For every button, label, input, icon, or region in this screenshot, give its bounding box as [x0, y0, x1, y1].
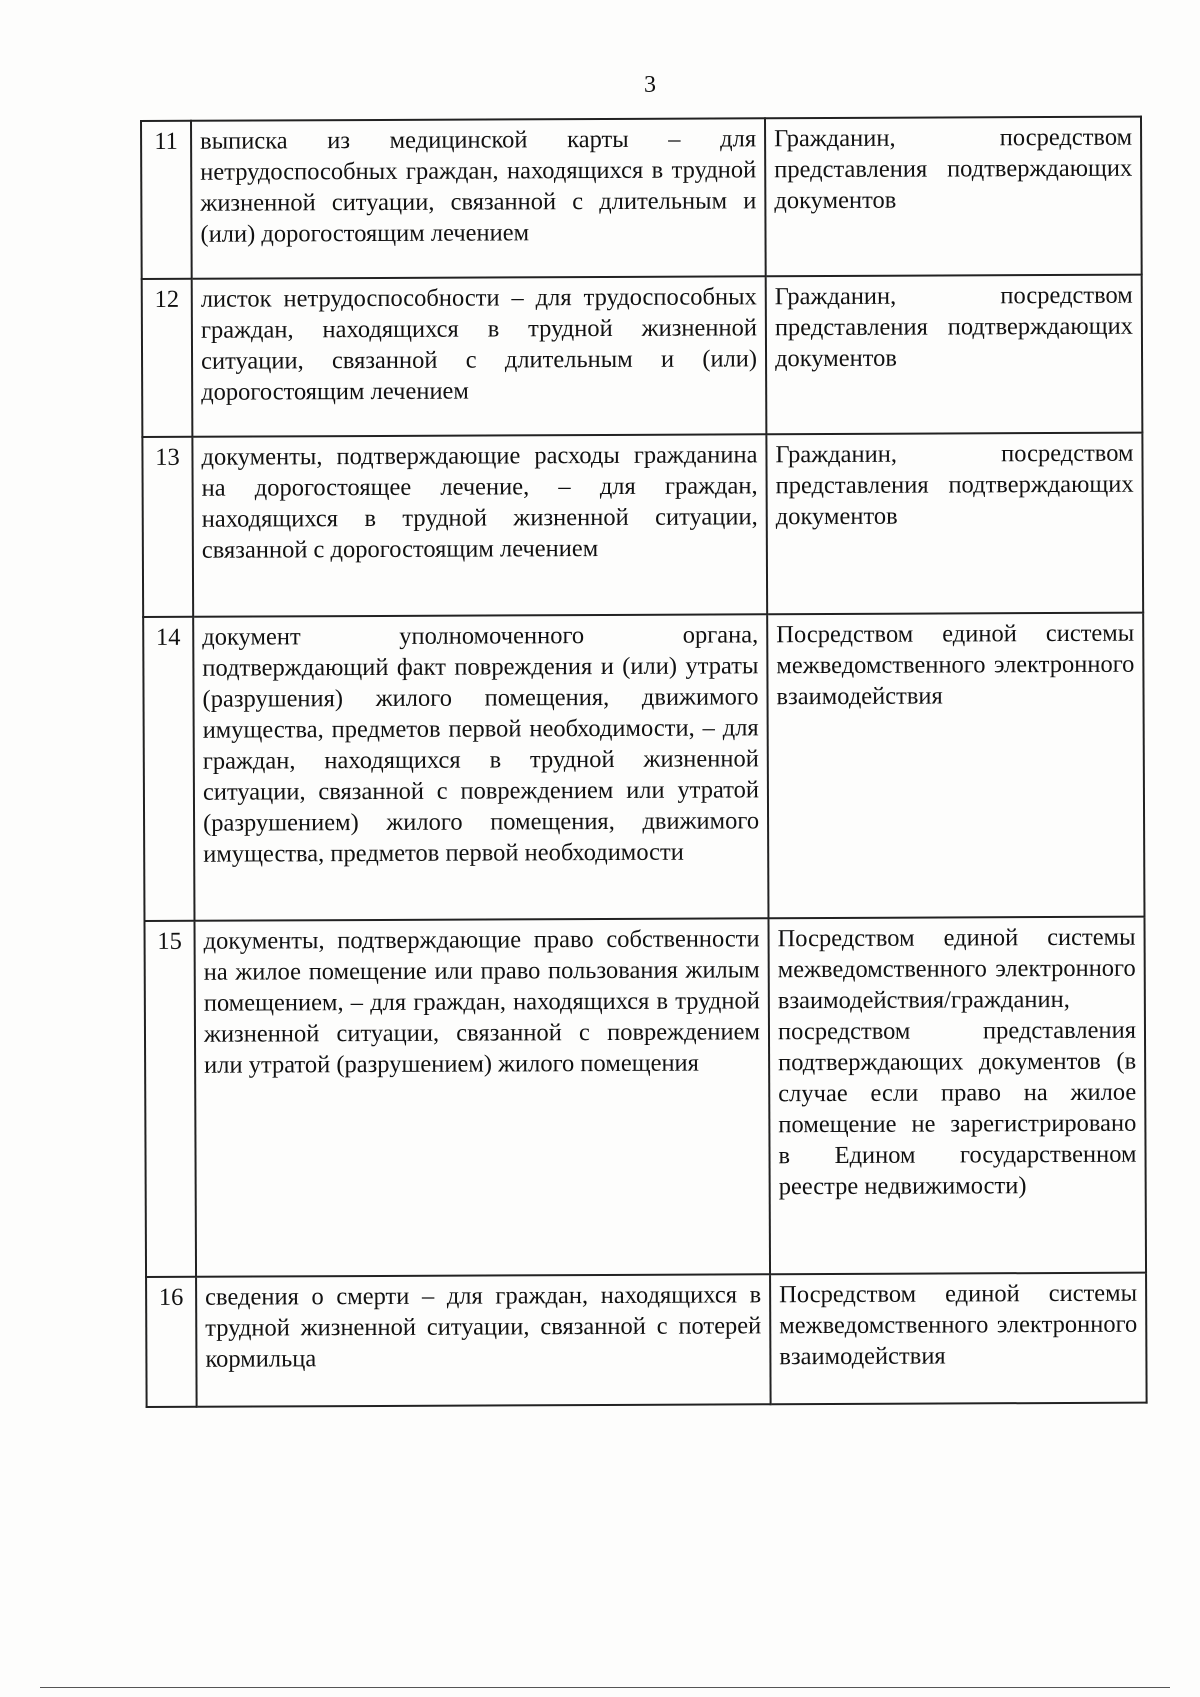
table-row: [141, 117, 1142, 279]
document-description: сведения о смерти – для граждан, находящихся в трудной жизненной ситуации, связанной с потерей кормильца: [196, 1274, 771, 1407]
row-number: 13: [142, 437, 193, 617]
document-description: документы, подтверждающие право собственности на жилое помещение или право пользования жилым помещением, – для граждан, находящихся в трудной жизненной ситуации, связанной с повреждением или утратой (разрушением) жилого помещения: [194, 918, 770, 1277]
document-source: Гражданин, посредством представления подтверждающих документов: [765, 117, 1142, 277]
document-description: выписка из медицинской карты – для нетрудоспособных граждан, находящихся в трудной жизненной ситуации, связанной с длительным и (или) дорогостоящим лечением: [191, 118, 766, 279]
scan-edge-line: [40, 1687, 1170, 1688]
document-source: Гражданин, посредством представления подтверждающих документов: [766, 433, 1143, 615]
document-description: листок нетрудоспособности – для трудоспособных граждан, находящихся в трудной жизненной ситуации, связанной с длительным и (или) дорогостоящим лечением: [192, 276, 767, 437]
row-number: 15: [144, 921, 196, 1277]
row-number: 16: [146, 1277, 197, 1407]
table-row: [143, 613, 1144, 921]
table-row: [142, 275, 1143, 437]
table-row: [142, 433, 1143, 617]
document-description: документы, подтверждающие расходы гражданина на дорогостоящее лечение, – для граждан, находящихся в трудной жизненной ситуации, связанной с дорогостоящим лечением: [192, 434, 767, 617]
page-number: 3: [644, 72, 656, 98]
row-number: 11: [141, 121, 192, 279]
document-source: Посредством единой системы межведомственного электронного взаимодействия: [767, 613, 1144, 919]
documents-table: [140, 116, 1148, 1408]
row-number: 12: [142, 279, 193, 437]
document-description: документ уполномоченного органа, подтверждающий факт повреждения и (или) утраты (разрушения) жилого помещения, движимого имущества, предметов первой необходимости, – для граждан, находящихся в трудной жизненной ситуации, связанной с повреждением или утратой (разрушением) жилого помещения, движимого имущества, предметов первой необходимости: [193, 614, 768, 921]
table-row: [146, 1273, 1147, 1407]
document-source: Гражданин, посредством представления подтверждающих документов: [766, 275, 1143, 435]
row-number: 14: [143, 617, 194, 921]
table-row: [144, 917, 1146, 1277]
document-source: Посредством единой системы межведомственного электронного взаимодействия/гражданин, посредством представления подтверждающих документов (в случае если право на жилое помещение не зарегистрировано в Едином государственном реестре недвижимости): [768, 917, 1146, 1275]
document-source: Посредством единой системы межведомственного электронного взаимодействия: [770, 1273, 1147, 1405]
